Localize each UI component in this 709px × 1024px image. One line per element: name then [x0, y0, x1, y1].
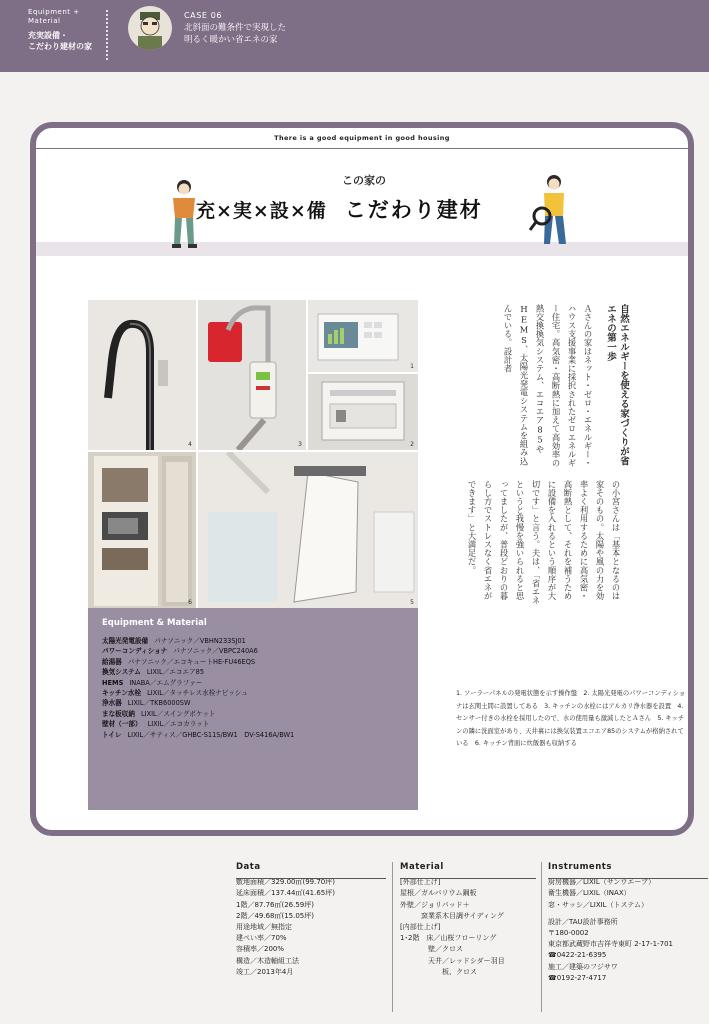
photo-number: 3 — [298, 441, 302, 448]
equipment-value: INABA／エムグラファー — [129, 678, 203, 687]
equipment-key: 太陽光発電設備 — [102, 637, 149, 645]
photo-number: 4 — [188, 441, 192, 448]
instruments-title: Instruments — [548, 862, 612, 872]
instruments-line: 設計／TAU設計事務所 — [548, 917, 618, 926]
equipment-value: LIXIL／エコエア85 — [146, 668, 205, 677]
article-headline: 自然エネルギーを使える家づくりが省エネの第一歩 — [605, 304, 629, 466]
data-line: 竣工／2013年4月 — [236, 967, 294, 976]
instruments-line: 窓・サッシ／LIXIL（トステム） — [548, 900, 649, 909]
column-divider — [541, 862, 542, 1012]
equipment-key: HEMS — [102, 678, 124, 687]
instruments-line: 東京都武蔵野市吉祥寺東町 2-17-1-701 — [548, 940, 673, 949]
equipment-value: LIXIL／サティス／GHBC-S11S/BW1 DV-S416A/BW1 — [127, 730, 295, 739]
material-line: 窯業系木目調サイディング — [400, 911, 504, 920]
series-block — [28, 8, 92, 52]
photo-solar-control-panel — [308, 300, 418, 372]
data-column — [236, 862, 386, 978]
material-rule — [400, 878, 536, 879]
equipment-row — [102, 636, 404, 646]
instruments-column — [548, 862, 708, 984]
series-title — [28, 30, 92, 52]
series-label-1: Equipment + — [28, 8, 80, 16]
equipment-key: まな板収納 — [102, 709, 135, 718]
case-title-2: 明るく暖かい省エネの家 — [184, 35, 278, 45]
photo-grid — [88, 300, 418, 608]
photo-touchless-faucet — [88, 300, 196, 450]
equipment-key: 換気システム — [102, 668, 141, 677]
equipment-row — [102, 688, 404, 698]
data-line: 構造／木造軸組工法 — [236, 956, 299, 965]
equipment-row — [102, 678, 404, 688]
series-title-1: 充実設備・ — [28, 31, 68, 40]
data-line: 1階／87.76㎡(26.59坪) — [236, 900, 314, 909]
equipment-row — [102, 709, 404, 719]
series-title-2: こだわり建材の家 — [28, 42, 92, 51]
photo-ventilation-ceiling — [198, 452, 418, 608]
data-line: 2階／49.68㎡(15.05坪) — [236, 911, 314, 920]
equipment-value: パナソニック／VBHN233SJ01 — [154, 637, 246, 645]
case-title-1: 北斜面の難条件で実現した — [184, 23, 287, 33]
top-band — [0, 0, 709, 72]
data-line: 延床面積／137.44㎡(41.65坪) — [236, 889, 335, 898]
tagline-rule — [36, 148, 688, 149]
data-line: 用途地域／無指定 — [236, 923, 292, 932]
equipment-row — [102, 667, 404, 677]
material-line: 板、クロス — [400, 967, 477, 976]
photo-number: 1 — [410, 363, 414, 370]
case-number: CASE 06 — [184, 11, 223, 20]
equipment-value: LIXIL／スイングポケット — [140, 709, 216, 718]
photo-number: 2 — [410, 441, 414, 448]
heading-main — [196, 194, 483, 224]
material-column — [400, 862, 536, 978]
heading-left: 充×実×設×備 — [196, 199, 327, 222]
material-title: Material — [400, 862, 444, 872]
article-body-2: の小宮さんは「基本となるのは家そのもの。太陽や風の力を効率よく利用するために高気密・高断熱として、それを補うために設備を入れるという順序が大切です」と言う。夫は、「省エネというと我慢を強いられると思ってましたが、普段どおりの暮らし方でストレスなく省エネができます」と大満足だ。 — [467, 480, 621, 605]
equipment-value: LIXIL／TKB6000SW — [127, 699, 191, 708]
equipment-key: 浄水器 — [102, 699, 122, 708]
material-line: 屋根／ガルバリウム鋼板 — [400, 889, 477, 898]
equipment-box — [88, 608, 418, 810]
person-right-illustration — [528, 172, 580, 256]
equipment-value: LIXIL／エコカラット — [147, 720, 210, 729]
equipment-value: パナソニック／エコキュートHE-FU46EQS — [127, 657, 256, 666]
material-line: [内部仕上げ] — [400, 923, 441, 932]
data-title: Data — [236, 862, 261, 872]
instruments-line: 〒180-0002 — [548, 929, 589, 938]
card-tagline: There is a good equipment in good housing — [274, 134, 450, 142]
column-divider — [392, 862, 393, 1012]
equipment-value: LIXIL／タッチレス水栓ナビッシュ — [147, 689, 248, 698]
instruments-rule — [548, 878, 708, 879]
material-line: 1･2階 床／山桜フローリング — [400, 934, 497, 943]
data-rule — [236, 878, 386, 879]
instruments-line: 衛生機器／LIXIL（INAX） — [548, 889, 631, 898]
material-line: 外壁／ジョリパッド＋ — [400, 900, 470, 909]
equipment-key: トイレ — [102, 730, 122, 739]
photo-number: 5 — [410, 599, 414, 606]
heading-right: こだわり建材 — [344, 198, 483, 222]
equipment-row — [102, 698, 404, 708]
instruments-line: 施工／建築のフジサワ — [548, 962, 618, 971]
photo-power-conditioner — [308, 374, 418, 450]
data-line: 敷地面積／329.00㎡(99.70坪) — [236, 878, 335, 887]
instruments-line: 厨房機器／LIXIL（サンウエーブ） — [548, 878, 656, 887]
equipment-title: Equipment & Material — [102, 618, 207, 628]
equipment-value: パナソニック／VBPC240A6 — [173, 647, 258, 656]
photo-water-purifier — [198, 300, 306, 450]
heading-small: この家の — [342, 174, 386, 187]
material-line: 壁／クロス — [400, 945, 463, 954]
photo-captions: 1. ソーラーパネルの発電状態を示す操作盤 2. 太陽光発電のパワーコンディショナは玄関土間に設置してある 3. キッチンの水栓にはアルカリ浄水器を設置 4. センサー付きの水栓を採用したので、水の使用量も激減したとＡさん 5. キッチンの隣に洗面室があり、天井裏には換気装置エコエア85のシステムが格納されている 6. キッチン背面に炊飯器も収納する — [456, 690, 686, 748]
equipment-key: キッチン水栓 — [102, 689, 142, 698]
equipment-row — [102, 719, 404, 729]
equipment-row — [102, 657, 404, 667]
photo-kitchen-storage — [88, 452, 196, 608]
photo-number: 6 — [188, 599, 192, 606]
dotted-divider — [106, 10, 108, 60]
equipment-key: 壁材（一部） — [102, 720, 142, 729]
feature-card — [30, 122, 694, 836]
data-line: 建ぺい率／70% — [236, 934, 287, 943]
mascot-icon — [128, 6, 172, 50]
material-line: 天井／レッドシダー羽目 — [400, 956, 505, 965]
data-line: 容積率／200% — [236, 945, 285, 954]
equipment-key: パワーコンディショナ — [102, 647, 168, 656]
instruments-line: ☎0422-21-6395 — [548, 951, 607, 960]
equipment-row — [102, 730, 404, 740]
mascot-avatar — [128, 6, 172, 50]
material-line: [外部仕上げ] — [400, 878, 441, 887]
series-label-2: Material — [28, 17, 61, 25]
heading-band — [36, 242, 688, 256]
article-body-1: Ａさんの家はネット・ゼロ・エネルギー・ハウス支援事業に採択されたゼロエネルギー住宅。高気密・高断熱に加えて高効率の熱交換換気システム、エコエア85やHEMS、太陽光発電システムを組み込んでいる。設計者 — [503, 304, 593, 468]
equipment-row — [102, 646, 404, 656]
equipment-key: 給湯器 — [102, 657, 122, 666]
instruments-line: ☎0192-27-4717 — [548, 973, 607, 982]
case-block — [184, 10, 286, 46]
